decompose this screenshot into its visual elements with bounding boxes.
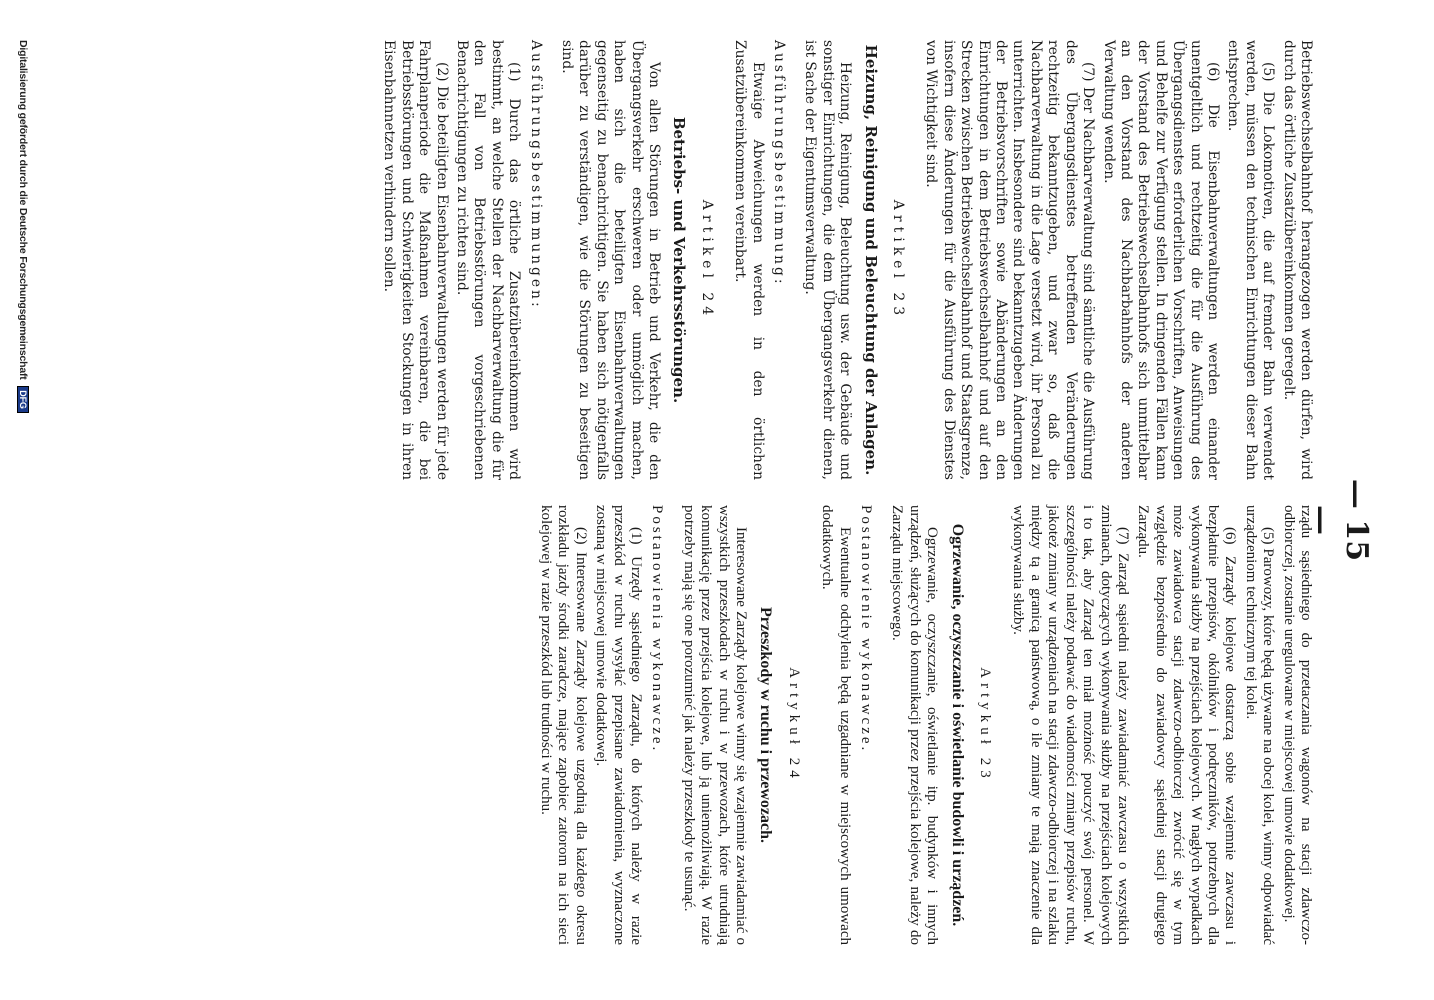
- polish-paragraph: (7) Zarząd sąsiedni należy zawiadamiać zawczasu o wszystkich zmianach, dotyczących wykonywania służby na przejściach kolejowych i to tak, aby Zarząd ten miał możność pouczyć swój personel. W szczególności należy podawać do wiadomości zmiany przepisów ruchu, jakoteż zmiany w urządzeniach na stacji zdawczo-odbiorczej i na szlaku między tą a granicą państwową, o ile zmiany te mają znaczenie dla wykonywania służby.: [1010, 505, 1131, 945]
- polish-paragraph: Interesowane Zarządy kolejowe winny się wzajemnie zawiadamiać o wszystkich przeszkodach w ruchu i w przewozach, które utrudniają komunikację przez przejścia kolejowe, lub ją uniemożliwiają. W razie potrzeby mają się one porozumieć jak należy przeszkody te usunąć.: [680, 505, 750, 945]
- german-paragraph: Etwaige Abweichungen werden in den örtlichen Zusatzübereinkommen vereinbart.: [732, 40, 766, 480]
- german-paragraph: (5) Die Lokomotiven, die auf fremder Bahn verwendet werden, müssen den technischen Einrichtungen dieser Bahn entsprechen.: [1225, 40, 1277, 480]
- implementing-provision-heading: Ausführungsbestimmungen:: [527, 40, 544, 310]
- implementing-provision-heading: Ausführungsbestimmung:: [771, 40, 788, 287]
- dfg-logo: DFG: [17, 386, 29, 412]
- article-title: Betriebs- und Verkehrsstörungen.: [670, 116, 689, 404]
- polish-paragraph: Ewentualne odchylenia będą uzgadniane w miejscowych umowach dodatkowych.: [819, 505, 853, 945]
- digitization-footer: [17, 40, 29, 413]
- german-paragraph: (6) Die Eisenbahnverwaltungen werden einander unentgeltlich und rechtzeitig die für die Ausführung des Übergangsdienstes erforderlichen Vorschriften, Anweisungen und Behelfe zur Verfügung stellen. In dringenden Fällen kann der Vorstand des Betriebswechselbahnhofs sich unmittelbar an den Vorstand des Nachbarbahnhofs der anderen Verwaltung wenden.: [1100, 40, 1221, 480]
- german-paragraph: Betriebswechselbahnhof herangezogen werden dürfen, wird durch das örtliche Zusatzübereinkommen geregelt.: [1280, 40, 1314, 480]
- polish-paragraph: (6) Zarządy kolejowe dostarczą sobie wzajemnie zawczasu i bezpłatnie przepisów, okólników i podręczników, potrzebnych dla wykonywania służby na przejściach kolejowych. W nagłych wypadkach może zawiadowca stacji zdawczo-odbiorczej zwrócić się w tym względzie bezpośrednio do zawiadowcy sąsiedniej stacji drugiego Zarządu.: [1135, 505, 1239, 945]
- german-paragraph: Von allen Störungen in Betrieb und Verkehr, die den Übergangsverkehr erschweren oder unmöglich machen, haben sich die beteiligten Eisenbahnverwaltungen gegenseitig zu benachrichtigen. Sie haben sich nötigenfalls darüber zu verständigen, wie die Störungen zu beseitigen sind.: [558, 40, 662, 480]
- german-column: [377, 40, 1314, 480]
- article-heading: Artykuł 24: [785, 667, 802, 783]
- polish-column: [534, 505, 1314, 945]
- page-number: — 15 —: [1304, 478, 1374, 562]
- german-paragraph: (2) Die beteiligten Eisenbahnverwaltungen werden für jede Fahrplanperiode die Maßnahmen vereinbaren, die bei Betriebsstörungen und Schwierigkeiten Stockungen in ihren Eisenbahnnetzen verhindern sollen.: [381, 40, 450, 480]
- footer-text: Digitalisierung gefördert durch die Deutsche Forschungsgemeinschaft: [17, 40, 29, 380]
- implementing-provision-heading: Postanowienie wykonawcze.: [858, 505, 875, 754]
- article-heading: Artykuł 23: [977, 667, 994, 783]
- german-paragraph: Heizung, Reinigung, Beleuchtung usw. der Gebäude und sonstiger Einrichtungen, die dem Übergangsverkehr dienen, ist Sache der Eigentumsverwaltung.: [802, 40, 854, 480]
- german-paragraph: (7) Der Nachbarverwaltung sind sämtliche die Ausführung des Übergangsdienstes betreffenden Veränderungen rechtzeitig bekanntzugeben, und zwar so, daß die Nachbarverwaltung in die Lage versetzt wird, ihr Personal zu unterrichten. Insbesondere sind bekanntzugeben Änderungen der Betriebsvorschriften sowie Abänderungen an den Einrichtungen in dem Betriebswechselbahnhof und auf den Strecken zwischen Betriebswechselbahnhof und Staatsgrenze, insofern diese Änderungen für die Ausführung des Dienstes von Wichtigkeit sind.: [923, 40, 1097, 480]
- article-title: Przeszkody w ruchu i przewozach.: [757, 607, 775, 843]
- polish-paragraph: Ogrzewanie, oczyszczanie, oświetlanie itp. budynków i innych urządzeń, służących do komunikacji przez przejścia kolejowe, należy do Zarządu miejscowego.: [889, 505, 941, 945]
- implementing-provision-heading: Postanowienia wykonawcze.: [649, 505, 666, 754]
- polish-paragraph: rządu sąsiedniego do przetaczania wagonów na stacji zdawczo-odbiorczej, zostanie uregulowane w miejscowej umowie dodatkowej.: [1280, 505, 1314, 945]
- german-paragraph: (1) Durch das örtliche Zusatzübereinkommen wird bestimmt, an welche Stellen der Nachbarverwaltung die für den Fall von Betriebsstörungen vorgeschriebenen Benachrichtigungen zu richten sind.: [453, 40, 523, 480]
- polish-paragraph: (5) Parowozy, które będą używane na obcej kolei, winny odpowiadać urządzeniom technicznym tej kolei.: [1242, 505, 1277, 945]
- article-heading: Artikel 24: [698, 199, 715, 321]
- article-title: Heizung, Reinigung und Beleuchtung der Anlagen.: [861, 44, 880, 476]
- polish-paragraph: (2) Interesowane Zarządy kolejowe uzgodnią dla każdego okresu rozkładu jazdy środki zaradcze, mające zapobiec zatorom na ich sieci kolejowej w razie przeszkód lub trudności w ruchu.: [537, 505, 589, 945]
- article-heading: Artikel 23: [890, 199, 907, 321]
- polish-paragraph: (1) Urzędy sąsiedniego Zarządu, do których należy w razie przeszkód w ruchu wysyłać przepisane zawiadomienia, wyznaczone zostaną w miejscowej umowie dodatkowej.: [593, 505, 644, 945]
- article-title: Ogrzewanie, oczyszczanie i oświetlanie budowli i urządzeń.: [948, 523, 966, 927]
